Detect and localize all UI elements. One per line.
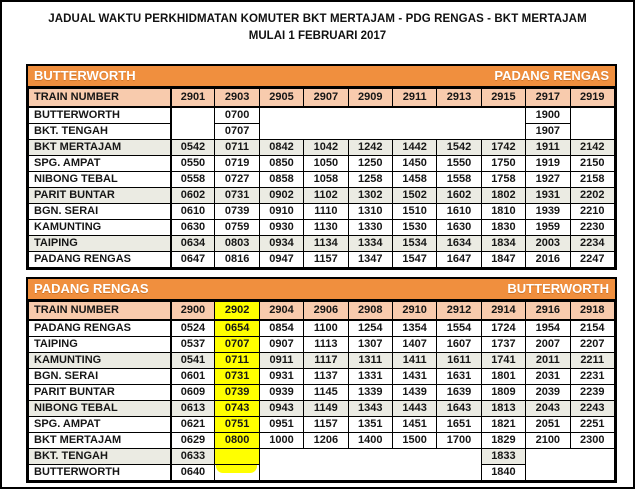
time-cell: 1954 [526, 320, 570, 337]
station-row [29, 236, 615, 252]
station-row [29, 449, 615, 465]
station-cell: NIBONG TEBAL [29, 172, 171, 188]
time-cell: 2016 [526, 252, 570, 268]
train-number-header: 2910 [392, 302, 436, 321]
time-cell: 1939 [526, 204, 570, 220]
station-row [29, 140, 615, 156]
train-number-label: TRAIN NUMBER [29, 89, 171, 108]
time-cell: 1631 [437, 369, 481, 385]
time-cell: 0630 [171, 220, 215, 236]
time-cell: 1813 [481, 401, 525, 417]
time-cell: 1451 [392, 417, 436, 433]
time-cell: 1634 [437, 236, 481, 252]
time-cell: 1502 [392, 188, 436, 204]
station-row [29, 188, 615, 204]
time-cell: 0731 [215, 369, 259, 385]
time-cell: 0524 [171, 320, 215, 337]
time-cell: 0803 [215, 236, 259, 252]
time-cell: 1130 [304, 220, 348, 236]
station-row [29, 107, 615, 124]
time-cell: 1254 [348, 320, 392, 337]
time-cell: 0816 [215, 252, 259, 268]
time-cell: 0943 [259, 401, 303, 417]
time-cell: 1907 [526, 124, 570, 140]
train-number-header: 2916 [526, 302, 570, 321]
train-number-header: 2900 [171, 302, 215, 321]
train-number-header: 2905 [259, 89, 303, 108]
title-line-1: JADUAL WAKTU PERKHIDMATAN KOMUTER BKT MERTAJAM - PDG RENGAS - BKT MERTAJAM [48, 13, 587, 25]
time-cell: 1833 [481, 449, 525, 465]
station-cell: PARIT BUNTAR [29, 188, 171, 204]
time-cell: 1331 [348, 369, 392, 385]
time-cell: 1639 [437, 385, 481, 401]
train-number-header: 2903 [215, 89, 259, 108]
time-cell: 1206 [304, 433, 348, 449]
time-cell: 0633 [171, 449, 215, 465]
time-cell: 0719 [215, 156, 259, 172]
time-cell: 1830 [481, 220, 525, 236]
time-cell: 0934 [259, 236, 303, 252]
time-cell: 1542 [437, 140, 481, 156]
station-cell: KAMUNTING [29, 220, 171, 236]
time-cell: 2031 [526, 369, 570, 385]
station-row [29, 353, 615, 369]
time-cell: 0907 [259, 337, 303, 353]
station-cell: TAIPING [29, 236, 171, 252]
train-number-header: 2918 [570, 302, 614, 321]
station-row [29, 417, 615, 433]
banner-destination: BUTTERWORTH [507, 281, 609, 296]
station-row [29, 385, 615, 401]
train-number-header: 2915 [481, 89, 525, 108]
time-cell: 0711 [215, 140, 259, 156]
time-cell: 0700 [215, 107, 259, 124]
time-cell: 0739 [215, 204, 259, 220]
timetable-padang-rengas-to-butterworth [26, 277, 617, 483]
time-cell: 2007 [526, 337, 570, 353]
time-cell: 2039 [526, 385, 570, 401]
time-cell: 1134 [304, 236, 348, 252]
station-cell: SPG. AMPAT [29, 156, 171, 172]
time-cell: 1330 [348, 220, 392, 236]
time-cell: 0634 [171, 236, 215, 252]
time-cell: 1611 [437, 353, 481, 369]
time-cell: 0930 [259, 220, 303, 236]
train-number-header: 2908 [348, 302, 392, 321]
train-number-header: 2902 [215, 302, 259, 321]
time-cell: 0850 [259, 156, 303, 172]
time-cell: 1834 [481, 236, 525, 252]
empty-cell [215, 465, 259, 481]
time-cell: 1242 [348, 140, 392, 156]
time-cell: 0654 [215, 320, 259, 337]
time-cell: 0727 [215, 172, 259, 188]
station-row [29, 204, 615, 220]
station-row [29, 156, 615, 172]
station-row [29, 433, 615, 449]
time-cell: 1339 [348, 385, 392, 401]
time-cell: 1334 [348, 236, 392, 252]
direction-banner [28, 279, 615, 301]
station-cell: BGN. SERAI [29, 204, 171, 220]
time-cell: 1443 [392, 401, 436, 417]
header-row [29, 89, 615, 108]
train-number-header: 2911 [392, 89, 436, 108]
train-number-header: 2904 [259, 302, 303, 321]
station-row [29, 320, 615, 337]
train-number-header: 2912 [437, 302, 481, 321]
time-cell: 0759 [215, 220, 259, 236]
train-number-header: 2914 [481, 302, 525, 321]
time-cell: 0842 [259, 140, 303, 156]
station-cell: PADANG RENGAS [29, 320, 171, 337]
time-cell: 1607 [437, 337, 481, 353]
time-cell: 0602 [171, 188, 215, 204]
time-cell: 1411 [392, 353, 436, 369]
empty-cell [171, 107, 215, 140]
time-cell: 1630 [437, 220, 481, 236]
title-line-2: MULAI 1 FEBRUARI 2017 [248, 30, 387, 42]
time-cell: 1117 [304, 353, 348, 369]
station-cell: BUTTERWORTH [29, 465, 171, 481]
time-cell: 2011 [526, 353, 570, 369]
time-cell: 0910 [259, 204, 303, 220]
station-cell: TAIPING [29, 337, 171, 353]
timetable-butterworth-to-padang-rengas [26, 64, 617, 270]
time-cell: 1431 [392, 369, 436, 385]
time-cell: 1534 [392, 236, 436, 252]
time-cell: 1737 [481, 337, 525, 353]
time-cell: 0621 [171, 417, 215, 433]
time-cell: 1450 [392, 156, 436, 172]
empty-cell [259, 107, 525, 140]
time-cell: 0541 [171, 353, 215, 369]
train-number-header: 2919 [570, 89, 614, 108]
time-cell: 1100 [304, 320, 348, 337]
station-cell: BUTTERWORTH [29, 107, 171, 124]
banner-destination: PADANG RENGAS [494, 68, 609, 83]
train-number-header: 2907 [304, 89, 348, 108]
train-number-header: 2909 [348, 89, 392, 108]
time-cell: 0542 [171, 140, 215, 156]
time-cell: 1802 [481, 188, 525, 204]
time-cell: 0751 [215, 417, 259, 433]
time-cell: 0610 [171, 204, 215, 220]
station-cell: PADANG RENGAS [29, 252, 171, 268]
time-cell: 0537 [171, 337, 215, 353]
time-cell: 1643 [437, 401, 481, 417]
time-cell: 0951 [259, 417, 303, 433]
page-title [2, 13, 633, 42]
time-cell: 1400 [348, 433, 392, 449]
time-cell: 2043 [526, 401, 570, 417]
time-cell: 2247 [570, 252, 614, 268]
time-cell: 1000 [259, 433, 303, 449]
time-cell: 1809 [481, 385, 525, 401]
time-cell: 0707 [215, 337, 259, 353]
time-cell: 1157 [304, 252, 348, 268]
time-cell: 1741 [481, 353, 525, 369]
time-cell: 2211 [570, 353, 614, 369]
time-cell: 0939 [259, 385, 303, 401]
time-cell: 1110 [304, 204, 348, 220]
time-cell: 0558 [171, 172, 215, 188]
station-row [29, 401, 615, 417]
time-cell: 0800 [215, 433, 259, 449]
time-cell: 1442 [392, 140, 436, 156]
time-cell: 2239 [570, 385, 614, 401]
time-cell: 2234 [570, 236, 614, 252]
station-row [29, 369, 615, 385]
direction-banner [28, 66, 615, 88]
time-cell: 1700 [437, 433, 481, 449]
station-cell: BGN. SERAI [29, 369, 171, 385]
station-row [29, 172, 615, 188]
train-number-header: 2906 [304, 302, 348, 321]
time-cell: 2202 [570, 188, 614, 204]
time-cell: 1911 [526, 140, 570, 156]
time-cell: 1530 [392, 220, 436, 236]
time-cell: 0640 [171, 465, 215, 481]
time-cell: 1050 [304, 156, 348, 172]
time-cell: 1307 [348, 337, 392, 353]
time-cell: 2243 [570, 401, 614, 417]
time-cell: 0739 [215, 385, 259, 401]
time-cell: 1651 [437, 417, 481, 433]
time-cell: 1343 [348, 401, 392, 417]
time-cell: 1458 [392, 172, 436, 188]
time-cell: 0902 [259, 188, 303, 204]
time-cell: 2158 [570, 172, 614, 188]
schedule-table-northbound [28, 301, 615, 481]
time-cell: 1742 [481, 140, 525, 156]
time-cell: 1145 [304, 385, 348, 401]
station-cell: NIBONG TEBAL [29, 401, 171, 417]
time-cell: 1550 [437, 156, 481, 172]
empty-cell [526, 449, 615, 481]
time-cell: 2300 [570, 433, 614, 449]
time-cell: 0609 [171, 385, 215, 401]
station-cell: BKT. TENGAH [29, 449, 171, 465]
time-cell: 1927 [526, 172, 570, 188]
time-cell: 1554 [437, 320, 481, 337]
time-cell: 1250 [348, 156, 392, 172]
time-cell: 1547 [392, 252, 436, 268]
station-cell: PARIT BUNTAR [29, 385, 171, 401]
time-cell: 0711 [215, 353, 259, 369]
time-cell: 0550 [171, 156, 215, 172]
time-cell: 1558 [437, 172, 481, 188]
time-cell: 1840 [481, 465, 525, 481]
time-cell: 1510 [392, 204, 436, 220]
time-cell: 1113 [304, 337, 348, 353]
station-row [29, 252, 615, 268]
time-cell: 1847 [481, 252, 525, 268]
time-cell: 1407 [392, 337, 436, 353]
time-cell: 0613 [171, 401, 215, 417]
time-cell: 1931 [526, 188, 570, 204]
time-cell: 1500 [392, 433, 436, 449]
time-cell: 1959 [526, 220, 570, 236]
time-cell: 0854 [259, 320, 303, 337]
time-cell: 1042 [304, 140, 348, 156]
time-cell: 1724 [481, 320, 525, 337]
schedule-table-southbound [28, 88, 615, 268]
time-cell: 1137 [304, 369, 348, 385]
train-number-header: 2917 [526, 89, 570, 108]
train-number-label: TRAIN NUMBER [29, 302, 171, 321]
time-cell: 0947 [259, 252, 303, 268]
time-cell: 2251 [570, 417, 614, 433]
time-cell: 2003 [526, 236, 570, 252]
time-cell: 2150 [570, 156, 614, 172]
time-cell: 1610 [437, 204, 481, 220]
time-cell: 2230 [570, 220, 614, 236]
empty-cell [215, 449, 259, 465]
time-cell: 0601 [171, 369, 215, 385]
station-cell: BKT. TENGAH [29, 124, 171, 140]
time-cell: 2231 [570, 369, 614, 385]
time-cell: 1311 [348, 353, 392, 369]
train-number-header: 2913 [437, 89, 481, 108]
banner-origin: PADANG RENGAS [34, 281, 149, 296]
time-cell: 2207 [570, 337, 614, 353]
time-cell: 1919 [526, 156, 570, 172]
empty-cell [259, 449, 481, 481]
time-cell: 1258 [348, 172, 392, 188]
time-cell: 1829 [481, 433, 525, 449]
time-cell: 1351 [348, 417, 392, 433]
time-cell: 1347 [348, 252, 392, 268]
time-cell: 1354 [392, 320, 436, 337]
time-cell: 0911 [259, 353, 303, 369]
time-cell: 1821 [481, 417, 525, 433]
time-cell: 2210 [570, 204, 614, 220]
station-cell: BKT MERTAJAM [29, 140, 171, 156]
time-cell: 2051 [526, 417, 570, 433]
time-cell: 0629 [171, 433, 215, 449]
time-cell: 1647 [437, 252, 481, 268]
banner-origin: BUTTERWORTH [34, 68, 136, 83]
station-cell: KAMUNTING [29, 353, 171, 369]
station-row [29, 220, 615, 236]
station-cell: SPG. AMPAT [29, 417, 171, 433]
time-cell: 0647 [171, 252, 215, 268]
time-cell: 1758 [481, 172, 525, 188]
time-cell: 0858 [259, 172, 303, 188]
time-cell: 1149 [304, 401, 348, 417]
time-cell: 1801 [481, 369, 525, 385]
time-cell: 1058 [304, 172, 348, 188]
header-row [29, 302, 615, 321]
station-cell: BKT MERTAJAM [29, 433, 171, 449]
time-cell: 1750 [481, 156, 525, 172]
time-cell: 0731 [215, 188, 259, 204]
empty-cell [570, 107, 614, 140]
train-number-header: 2901 [171, 89, 215, 108]
time-cell: 0743 [215, 401, 259, 417]
time-cell: 1602 [437, 188, 481, 204]
time-cell: 2142 [570, 140, 614, 156]
time-cell: 1302 [348, 188, 392, 204]
time-cell: 1310 [348, 204, 392, 220]
time-cell: 0707 [215, 124, 259, 140]
time-cell: 1157 [304, 417, 348, 433]
station-row [29, 337, 615, 353]
time-cell: 1439 [392, 385, 436, 401]
time-cell: 2100 [526, 433, 570, 449]
time-cell: 1900 [526, 107, 570, 124]
time-cell: 2154 [570, 320, 614, 337]
time-cell: 1102 [304, 188, 348, 204]
time-cell: 1810 [481, 204, 525, 220]
time-cell: 0931 [259, 369, 303, 385]
